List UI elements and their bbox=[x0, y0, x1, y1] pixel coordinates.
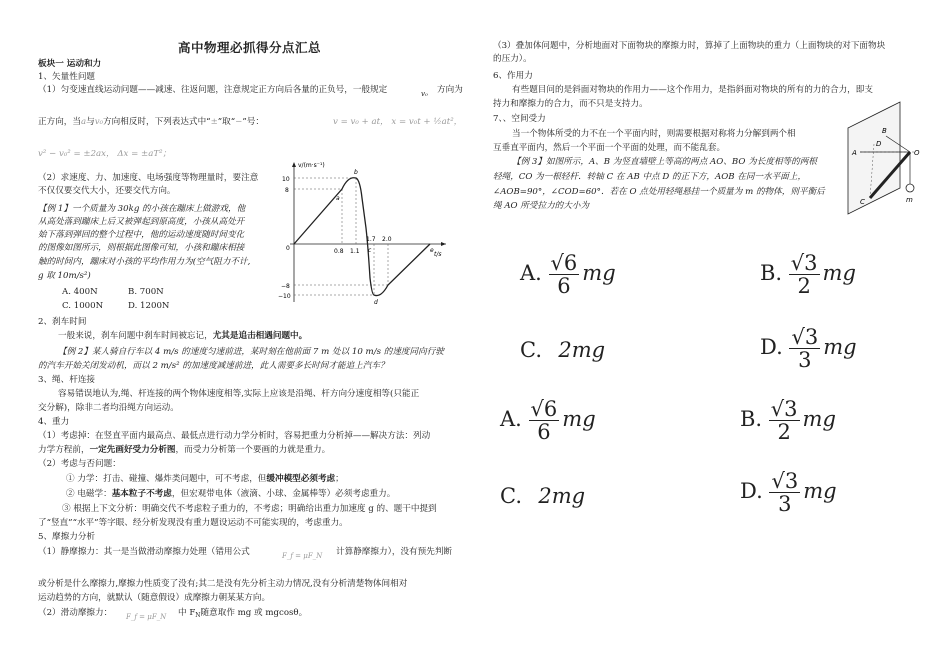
point-label: c bbox=[368, 247, 372, 254]
label-a: A bbox=[852, 149, 857, 157]
option-a: A. 400N bbox=[62, 287, 98, 297]
graph-ylabel: v/(m·s⁻¹) bbox=[298, 162, 325, 169]
text-line: （2）滑动摩擦力： bbox=[38, 608, 113, 618]
text-line: 不仅仅要交代大小，还要交代方向。 bbox=[38, 186, 176, 196]
graph-xlabel: t/s bbox=[434, 251, 442, 258]
answer-option[interactable]: D. $\frac{√3}{3}$ mg bbox=[760, 325, 857, 372]
text-line: 中 $F_N$随意取作 mg 或 mgcosθ。 bbox=[178, 608, 308, 619]
point-label: b bbox=[354, 169, 358, 176]
text-line: 或分析是什么摩擦力,摩擦力性质变了没有;其二是没有先分析主动力情况,没有分析清楚物体间相对 bbox=[38, 579, 408, 589]
label-m: m bbox=[906, 196, 913, 204]
label-b: B bbox=[882, 127, 887, 135]
text-line: 力学方程前，一定先画好受力分析图，而受力分析第一个要画的力就是重力。 bbox=[38, 445, 331, 455]
tick-y: −8 bbox=[281, 283, 290, 290]
text-line: 容易错误地认为,绳、杆连接的两个物体速度相等,实际上应该是沿绳、杆方向分速度相等(只能正 bbox=[58, 389, 420, 399]
example-2-line: 【例 2】某人骑自行车以 4 m/s 的速度匀速前进，某时刻在他前面 7 m 处以 10 m/s 的速度同向行驶 bbox=[58, 347, 444, 357]
answer-option[interactable]: C. 2mg bbox=[520, 338, 606, 362]
answer-option[interactable]: A. $\frac{√6}{6}$ mg bbox=[500, 397, 596, 444]
label-c: C bbox=[860, 198, 865, 206]
heading-force: 6、作用力 bbox=[493, 71, 533, 81]
heading-spatial-force: 7、、空间受力 bbox=[493, 114, 546, 124]
formula-kinematics-2: v² − v₀² = ±2ax， Δx = ±aT²； bbox=[38, 149, 172, 159]
text-line: 交分解)，除非二者均沿绳方向运动。 bbox=[38, 403, 179, 413]
point-label: d bbox=[374, 299, 378, 306]
answer-option[interactable]: B. $\frac{√3}{2}$ mg bbox=[740, 397, 836, 444]
example-line: 从高处落到蹦床上后又被弹起到原高度，小孩从高处开 bbox=[38, 217, 245, 227]
example-2-line: 的汽车开始关闭发动机，而以 2 m/s² 的加速度减速前进，此人需要多长时间才能追上汽车？ bbox=[38, 361, 389, 371]
example-line: 的图像如图所示，则根据此图像可知，小孩和蹦床相接 bbox=[38, 243, 245, 253]
text-line: 运动趋势的方向，就默认（随意假设）成摩擦力朝某某方向。 bbox=[38, 593, 271, 603]
option-b: B. 700N bbox=[128, 287, 164, 297]
formula-friction: F_f = μF_N bbox=[126, 613, 167, 621]
text-line: ② 电磁学：基本粒子不考虑，但宏观带电体（液滴、小球、金属棒等）必须考虑重力。 bbox=[66, 489, 396, 499]
text-line: 有些题目问的是斜面对物块的作用力——这个作用力，是指斜面对物块的所有的力的合力，即支 bbox=[512, 85, 873, 95]
section-heading: 板块一 运动和力 bbox=[38, 59, 102, 69]
example-line: g 取 10m/s²) bbox=[38, 271, 91, 281]
heading-rope: 3、绳、杆连接 bbox=[38, 375, 96, 385]
text-line: 的压力）。 bbox=[493, 54, 532, 64]
example-3-line: 轻绳，CO 为一根轻杆．转轴 C 在 AB 中点 D 的正下方，AOB 在同一水平面上， bbox=[493, 172, 807, 182]
formula-friction: F_f = μF_N bbox=[282, 552, 323, 560]
answer-option[interactable]: A. $\frac{√6}{6}$ mg bbox=[520, 251, 616, 298]
point-label: e bbox=[430, 247, 434, 254]
velocity-time-graph bbox=[280, 158, 450, 306]
example-line: 始下落到弹回的整个过程中，他的运动速度随时间变化 bbox=[38, 230, 245, 240]
text-line: 方向为 bbox=[437, 85, 463, 95]
text-line: ③ 根据上下文分析：明确交代不考虑粒子重力的，不考虑；明确给出重力加速度 g 的、题干中提到 bbox=[62, 504, 437, 514]
heading-gravity: 4、重力 bbox=[38, 417, 70, 427]
tick-y: 8 bbox=[285, 187, 289, 194]
text-line: 计算静摩擦力），没有预先判断 bbox=[336, 547, 453, 557]
example-3-line: 绳 AO 所受拉力的大小为 bbox=[493, 201, 590, 211]
text-line: 持力和摩擦力的合力，而不只是支持力。 bbox=[493, 99, 648, 109]
text-line: （1）匀变速直线运动问题——减速、往返问题，注意规定正方向后各量的正负号，一般规定 bbox=[38, 85, 388, 95]
example-line: 触的时间内，蹦床对小孩的平均作用力为(空气阻力不计, bbox=[38, 257, 251, 267]
tick-x: 1.1 bbox=[350, 248, 360, 255]
example-3-line: ∠AOB=90°，∠COD=60°．若在 O 点处用轻绳悬挂一个质量为 m 的物体，则平衡后 bbox=[493, 187, 825, 197]
text-line: （1）静摩擦力：其一是当做滑动摩擦力处理（错用公式 bbox=[38, 547, 250, 557]
heading-vector: 1、矢量性问题 bbox=[38, 72, 96, 82]
text-line: （1）考虑掉：在竖直平面内最高点、最低点进行动力学分析时，容易把重力分析掉——解决方法：列动 bbox=[38, 431, 431, 441]
text-line: 正方向，当a与v₀方向相反时，下列表达式中“±”取“−”号： bbox=[38, 117, 264, 127]
text-line: （2）求速度、力、加速度、电场强度等物理量时，要注意 bbox=[38, 173, 259, 183]
example-3-line: 【例 3】如图所示，A、B 为竖直墙壁上等高的两点 AO、BO 为长度相等的两根 bbox=[512, 157, 817, 167]
text-line: 互垂直平面内，然后一个平面一个平面的处理，而不能乱套。 bbox=[493, 143, 726, 153]
text-line: ① 力学：打击、碰撞、爆炸类问题中，可不考虑，但缓冲模型必须考虑； bbox=[66, 474, 344, 484]
text-line: 一般来说，刹车问题中刹车时间被忘记，尤其是追击相遇问题中。 bbox=[58, 331, 308, 341]
answer-option[interactable]: B. $\frac{√3}{2}$ mg bbox=[760, 251, 856, 298]
text-line: （3）叠加体问题中，分析地面对下面物块的摩擦力时，算掉了上面物块的重力（上面物块的对下面物块 bbox=[493, 41, 886, 51]
formula-kinematics: v = v₀ + at， x = v₀t + ½at²， bbox=[333, 117, 463, 127]
tick-y: 10 bbox=[282, 176, 290, 183]
label-o: O bbox=[914, 149, 920, 157]
example-line: 【例 1】一个质量为 30kg 的小孩在蹦床上做游戏，他 bbox=[38, 204, 246, 214]
wall-diagram bbox=[838, 100, 930, 220]
text-line: 了“竖直”“水平”等字眼、经分析发现没有重力题设运动不可能实现的，考虑重力。 bbox=[38, 518, 348, 528]
text-line: 当一个物体所受的力不在一个平面内时，则需要根据对称将力分解到两个相 bbox=[512, 129, 796, 139]
tick-x: 1.7 bbox=[366, 236, 376, 243]
page-title: 高中物理必抓得分点汇总 bbox=[178, 40, 322, 55]
text-line: （2）考虑与否问题： bbox=[38, 459, 121, 469]
answer-option[interactable]: C. 2mg bbox=[500, 484, 586, 508]
answer-option[interactable]: D. $\frac{√3}{3}$ mg bbox=[740, 469, 837, 516]
graph-origin: 0 bbox=[286, 245, 290, 252]
tick-x: 2.0 bbox=[382, 236, 392, 243]
velocity-curve bbox=[294, 178, 430, 296]
option-d: D. 1200N bbox=[128, 301, 170, 311]
point-label: a bbox=[336, 195, 340, 202]
heading-friction: 5、摩擦力分析 bbox=[38, 532, 96, 542]
tick-x: 0.8 bbox=[334, 248, 344, 255]
label-d: D bbox=[876, 140, 882, 148]
symbol-v0: v₀ bbox=[421, 90, 428, 98]
tick-y: −10 bbox=[278, 293, 291, 300]
option-c: C. 1000N bbox=[62, 301, 104, 311]
heading-braking: 2、刹车时间 bbox=[38, 317, 87, 327]
